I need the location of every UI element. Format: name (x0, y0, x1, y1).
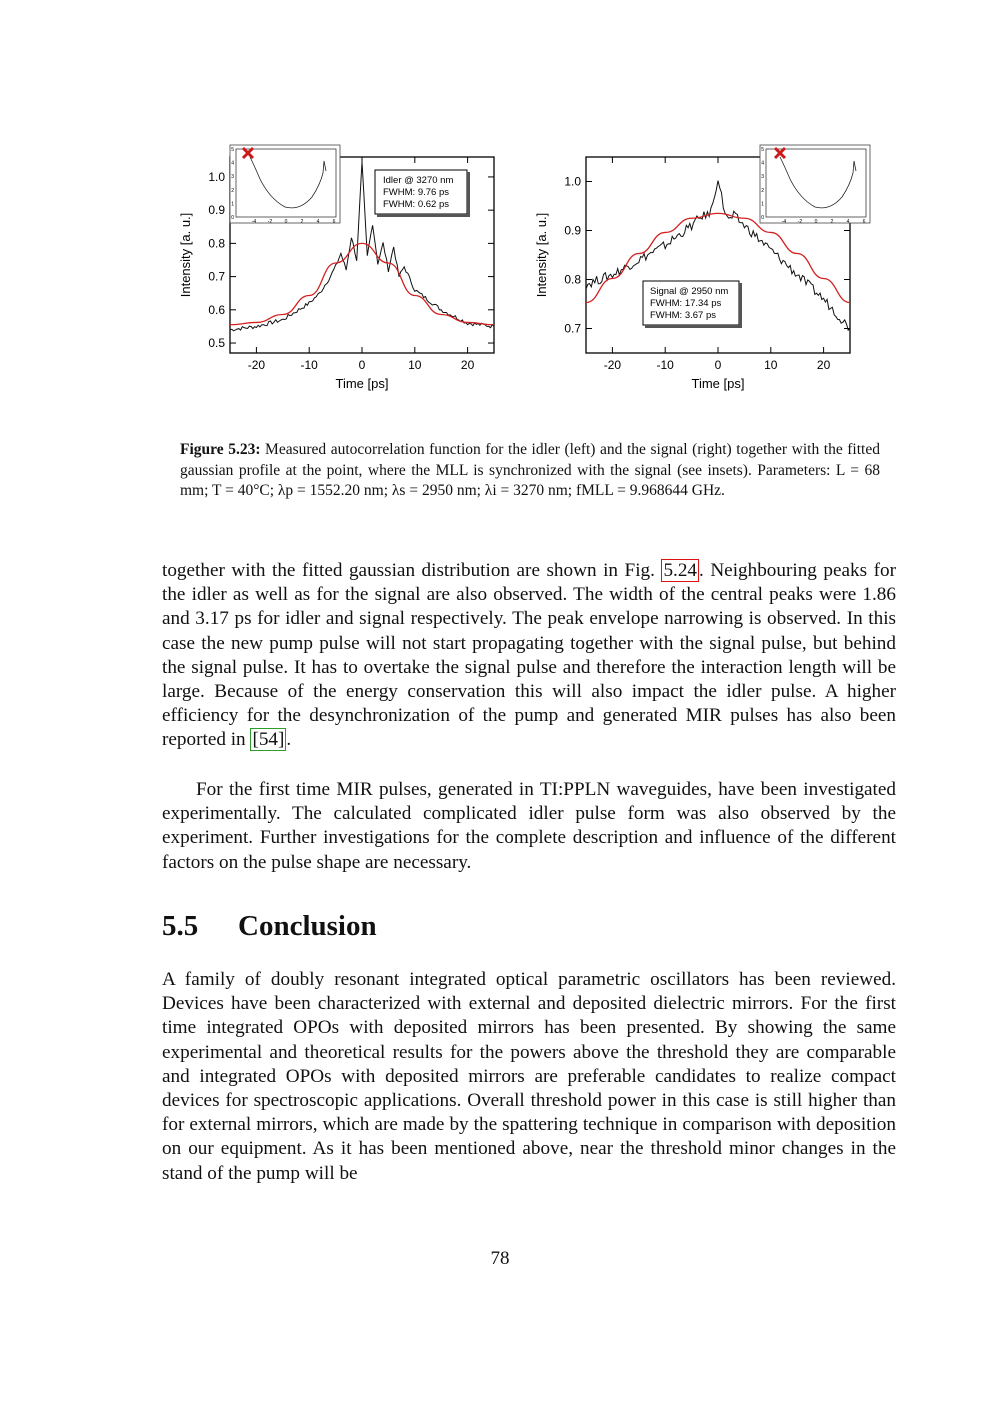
figure-caption-text: Measured autocorrelation function for the idler (left) and the signal (right) together with the fitted gaussian profile at the point, where the MLL is synchronized with the signal (see insets). Parameters: L = 68 mm; T = 40°C; λp = 1552.20 nm; λs = 2950 nm; λi = 3270 nm; fMLL = 9.968644 GHz. (180, 441, 880, 499)
right-y-tick-label: 0.8 (564, 272, 581, 287)
section-number: 5.5 (162, 910, 199, 942)
right-inset-x-tick-label: -2 (797, 219, 803, 225)
left-legend-line-1: Idler @ 3270 nm (383, 175, 454, 186)
left-inset-y-tick-label: 4 (231, 160, 234, 167)
figure-5-23 (170, 135, 890, 410)
right-legend (643, 281, 742, 328)
left-y-tick-label: 0.7 (208, 269, 225, 284)
right-inset-y-tick-label: 5 (761, 147, 764, 153)
right-x-tick-label: -10 (656, 358, 674, 372)
body-paragraph-3: A family of doubly resonant integrated optical parametric oscillators has been reviewed. Devices have been characterized with external and deposited dielectric mirrors. For the first time integrated OPOs with deposited mirrors has been presented. By showing the same experimental and theoretical results for the powers above the threshold they are comparable and integrated OPOs with deposited mirrors are preferable candidates to realize compact devices for spectroscopic applications. Overall threshold power in this case is still higher than for external mirrors, which are made by the spattering technique in comparison with deposition on our equipment. As it has been mentioned above, near the threshold minor changes in the stand of the pump will be (162, 969, 896, 1184)
left-inset-x-tick-label: -4 (251, 219, 257, 225)
right-x-tick-label: 0 (714, 358, 722, 372)
right-inset-x-tick-label: 4 (846, 219, 850, 225)
left-x-tick-label: 0 (358, 358, 366, 372)
left-x-tick-label: -20 (247, 358, 266, 372)
page-number: 78 (490, 1248, 510, 1269)
right-inset-y-tick-label: 4 (761, 160, 764, 167)
right-inset-x-tick-label: 6 (862, 219, 866, 225)
left-x-tick-label: 10 (408, 358, 422, 372)
left-y-tick-label: 0.5 (208, 336, 225, 351)
right-x-tick-label: 20 (816, 358, 831, 372)
paragraph-1-text-b: . Neighbouring peaks for the idler as well as for the signal are also observed. The width of the central peaks were 1.86 and 3.17 ps for idler and signal respectively. The peak envelope narrowing is observed. In this case the new pump pulse will not start propagating together with the signal pulse, but behind the signal pulse. It has to overtake the signal pulse and therefore the interaction length will be large. Because of the energy conservation this will also impact the idler pulse. A higher efficiency for the desynchronization of the pump and generated MIR pulses has also been reported in (162, 560, 896, 751)
left-y-tick-label: 0.6 (208, 302, 225, 317)
right-x-tick-label: -20 (603, 358, 622, 372)
left-x-axis-label: Time [ps] (335, 376, 389, 391)
paragraph-1-text-c: . (286, 729, 292, 751)
right-legend-line-2: FWHM: 17.34 ps (650, 298, 722, 309)
left-x-tick-label: -10 (300, 358, 318, 372)
right-inset-x-tick-label: -4 (781, 219, 787, 225)
left-inset-y-tick-label: 2 (231, 187, 234, 194)
right-legend-line-3: FWHM: 3.67 ps (650, 310, 716, 321)
right-x-tick-label: 10 (764, 358, 778, 372)
left-inset-x-tick-label: 6 (332, 219, 336, 225)
left-inset-x-tick-label: -2 (267, 219, 273, 225)
figure-caption (180, 440, 880, 502)
left-y-tick-label: 0.8 (208, 236, 225, 251)
left-legend (375, 170, 470, 217)
left-inset-x-tick-label: 0 (284, 219, 288, 225)
left-x-tick-label: 20 (460, 358, 475, 372)
left-inset-y-tick-label: 5 (231, 147, 234, 153)
right-y-tick-label: 0.7 (564, 321, 581, 336)
citation-link[interactable]: [54] (252, 729, 285, 751)
left-inset-y-tick-label: 3 (231, 174, 234, 181)
body-paragraph-1 (162, 559, 896, 753)
right-inset-y-tick-label: 3 (761, 174, 764, 181)
right-y-tick-label: 0.9 (564, 223, 581, 238)
left-legend-line-3: FWHM: 0.62 ps (383, 199, 449, 210)
left-inset-y-tick-label: 0 (231, 215, 234, 221)
section-heading (162, 910, 377, 943)
right-inset-x-tick-label: 0 (814, 219, 818, 225)
right-inset-y-tick-label: 1 (761, 201, 764, 208)
right-legend-line-1: Signal @ 2950 nm (650, 286, 729, 297)
body-paragraph-2: For the first time MIR pulses, generated in TI:PPLN waveguides, have been investigated experimentally. The calculated complicated idler pulse form was also observed by the experiment. Further investigations for the complete description and influence of the different factors on the pulse shape are necessary. (162, 779, 896, 873)
left-y-tick-label: 0.9 (208, 203, 225, 218)
left-inset-x-tick-label: 2 (300, 219, 304, 225)
left-y-axis-label: Intensity [a. u.] (178, 212, 193, 298)
figure-reference-link[interactable]: 5.24 (663, 560, 698, 581)
section-title: Conclusion (238, 910, 377, 942)
left-inset (230, 145, 340, 225)
paragraph-1-text-a: together with the fitted gaussian distribution are shown in Fig. (162, 560, 662, 581)
right-inset-y-tick-label: 0 (761, 215, 764, 221)
left-y-tick-label: 1.0 (208, 169, 225, 184)
right-x-axis-label: Time [ps] (691, 376, 745, 391)
right-y-axis-label: Intensity [a. u.] (534, 212, 549, 298)
right-chart (534, 145, 870, 391)
right-inset-y-tick-label: 2 (761, 187, 764, 194)
left-gaussian-fit (230, 243, 494, 324)
right-inset-x-tick-label: 2 (830, 219, 834, 225)
left-chart (178, 145, 494, 391)
left-inset-x-tick-label: 4 (316, 219, 320, 225)
figure-caption-label: Figure 5.23: (180, 441, 261, 458)
left-legend-line-2: FWHM: 9.76 ps (383, 187, 449, 198)
right-y-tick-label: 1.0 (564, 174, 581, 189)
right-inset (760, 145, 870, 225)
left-inset-y-tick-label: 1 (231, 201, 234, 208)
